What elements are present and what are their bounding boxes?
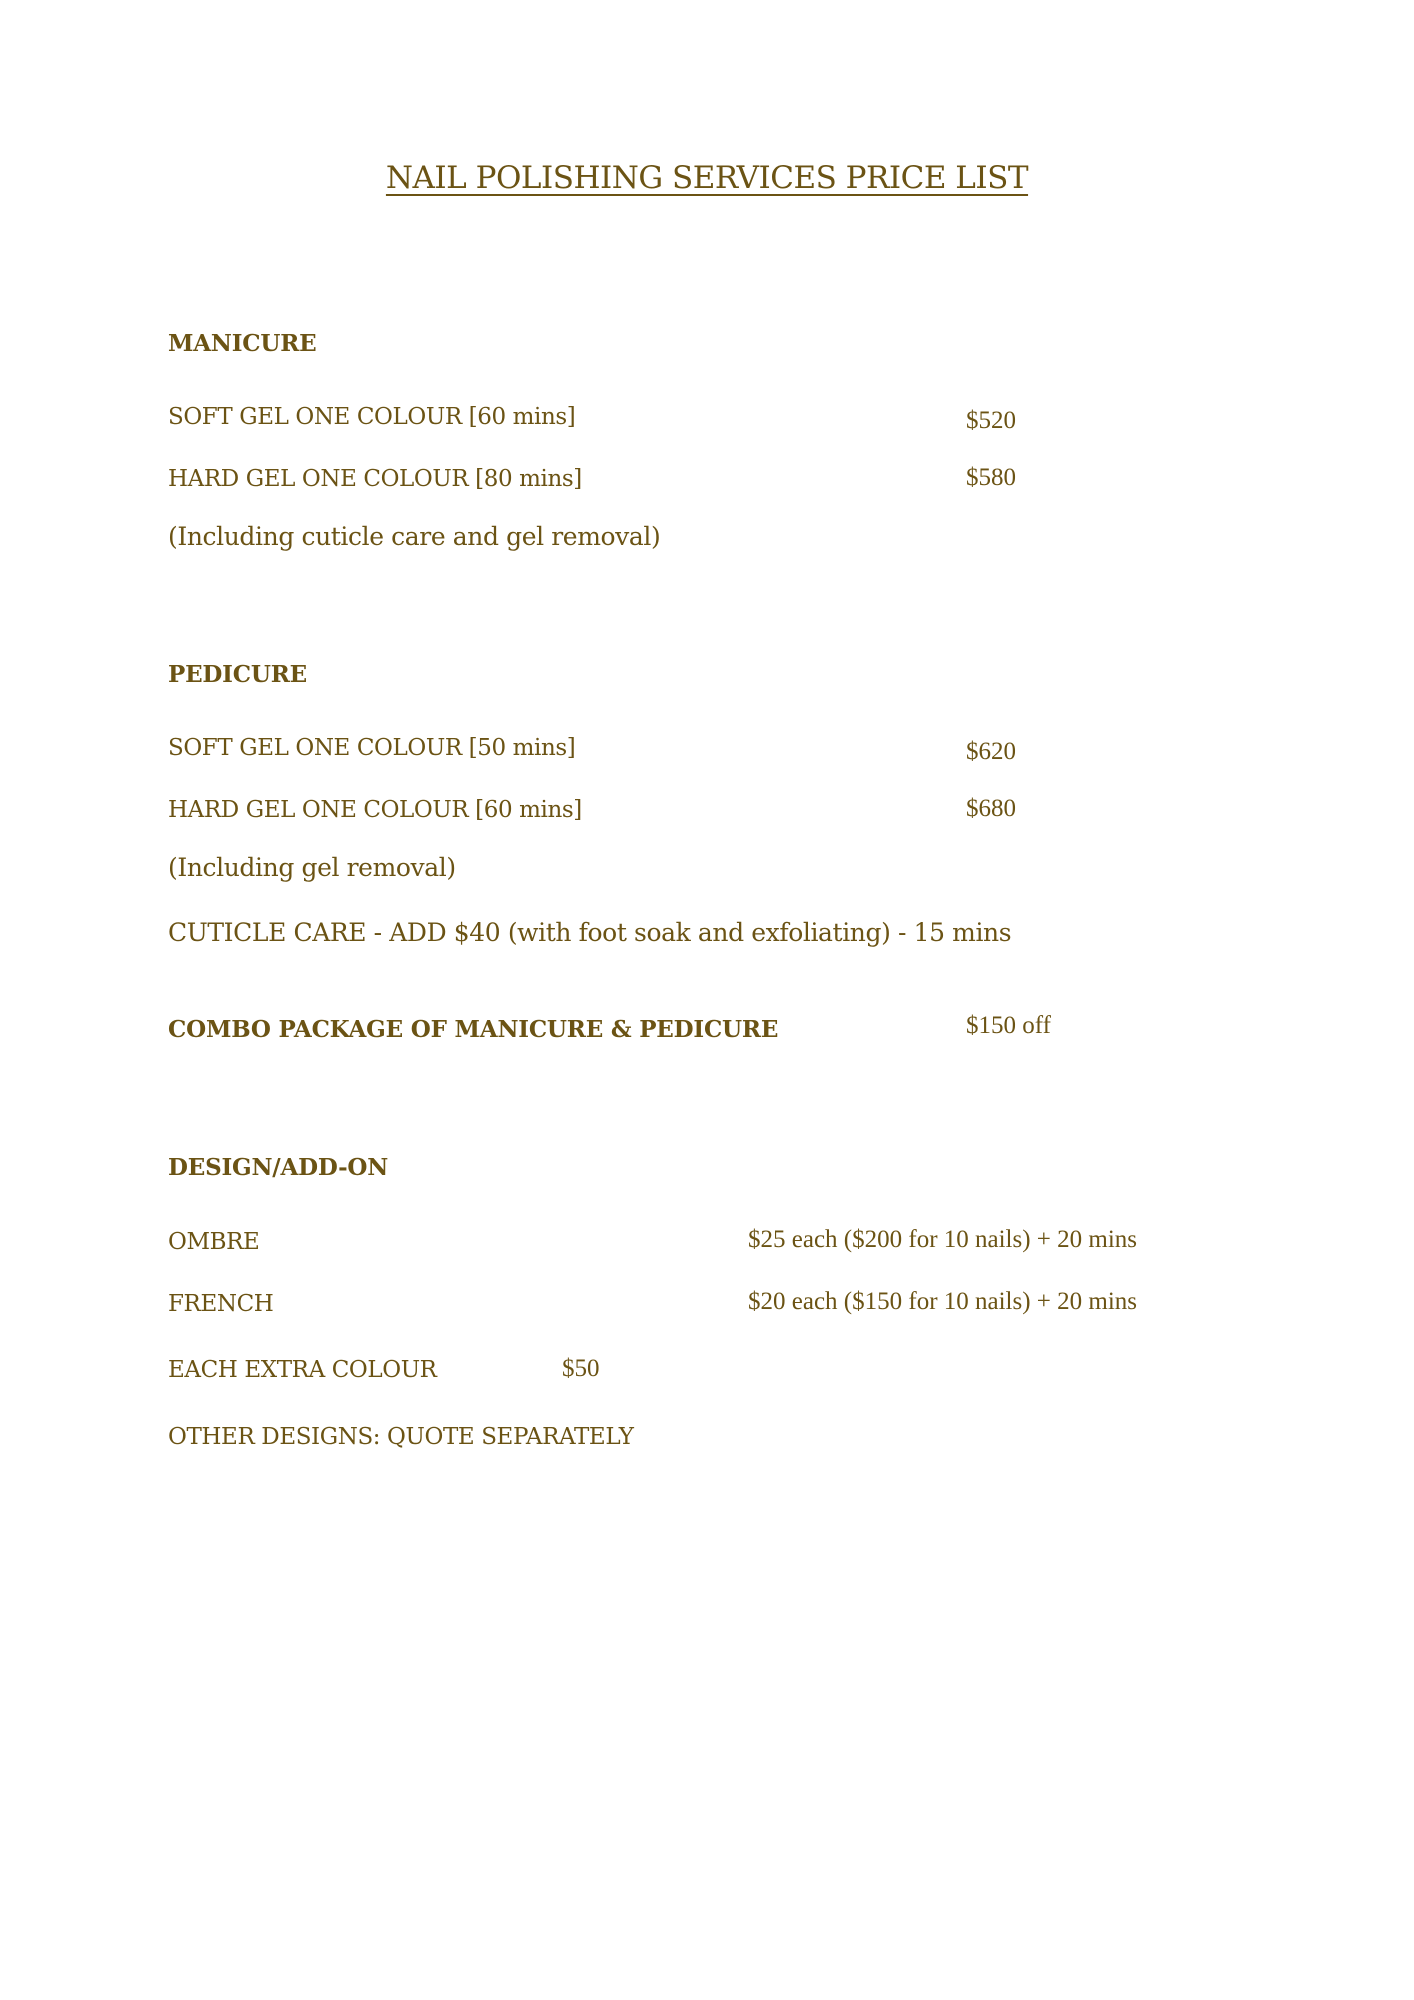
manicure-heading: MANICURE	[168, 330, 317, 357]
manicure-soft-gel-price: $520	[966, 407, 1016, 434]
manicure-hard-gel-name: HARD GEL ONE COLOUR [80 mins]	[168, 466, 582, 492]
pedicure-hard-gel-name: HARD GEL ONE COLOUR [60 mins]	[168, 797, 582, 823]
pedicure-note: (Including gel removal)	[168, 853, 456, 882]
design-heading: DESIGN/ADD-ON	[168, 1154, 389, 1181]
other-designs-line: OTHER DESIGNS: QUOTE SEPARATELY	[168, 1424, 634, 1450]
page-title	[0, 160, 1414, 196]
page-title-text: NAIL POLISHING SERVICES PRICE LIST	[385, 160, 1029, 196]
manicure-hard-gel-price: $580	[966, 464, 1016, 491]
combo-package-price: $150 off	[966, 1012, 1051, 1039]
design-extra-colour-price: $50	[562, 1355, 600, 1382]
design-extra-colour-name: EACH EXTRA COLOUR	[168, 1357, 437, 1383]
pedicure-hard-gel-price: $680	[966, 795, 1016, 822]
cuticle-care-line: CUTICLE CARE - ADD $40 (with foot soak and exfoliating) - 15 mins	[168, 918, 1012, 947]
pedicure-soft-gel-name: SOFT GEL ONE COLOUR [50 mins]	[168, 735, 576, 761]
pedicure-soft-gel-price: $620	[966, 738, 1016, 765]
combo-package-label: COMBO PACKAGE OF MANICURE & PEDICURE	[168, 1016, 779, 1043]
design-french-price: $20 each ($150 for 10 nails) + 20 mins	[748, 1288, 1138, 1315]
design-ombre-name: OMBRE	[168, 1229, 260, 1255]
manicure-note: (Including cuticle care and gel removal)	[168, 522, 661, 551]
manicure-soft-gel-name: SOFT GEL ONE COLOUR [60 mins]	[168, 404, 576, 430]
pedicure-heading: PEDICURE	[168, 661, 307, 688]
design-ombre-price: $25 each ($200 for 10 nails) + 20 mins	[748, 1226, 1138, 1253]
design-french-name: FRENCH	[168, 1291, 274, 1317]
